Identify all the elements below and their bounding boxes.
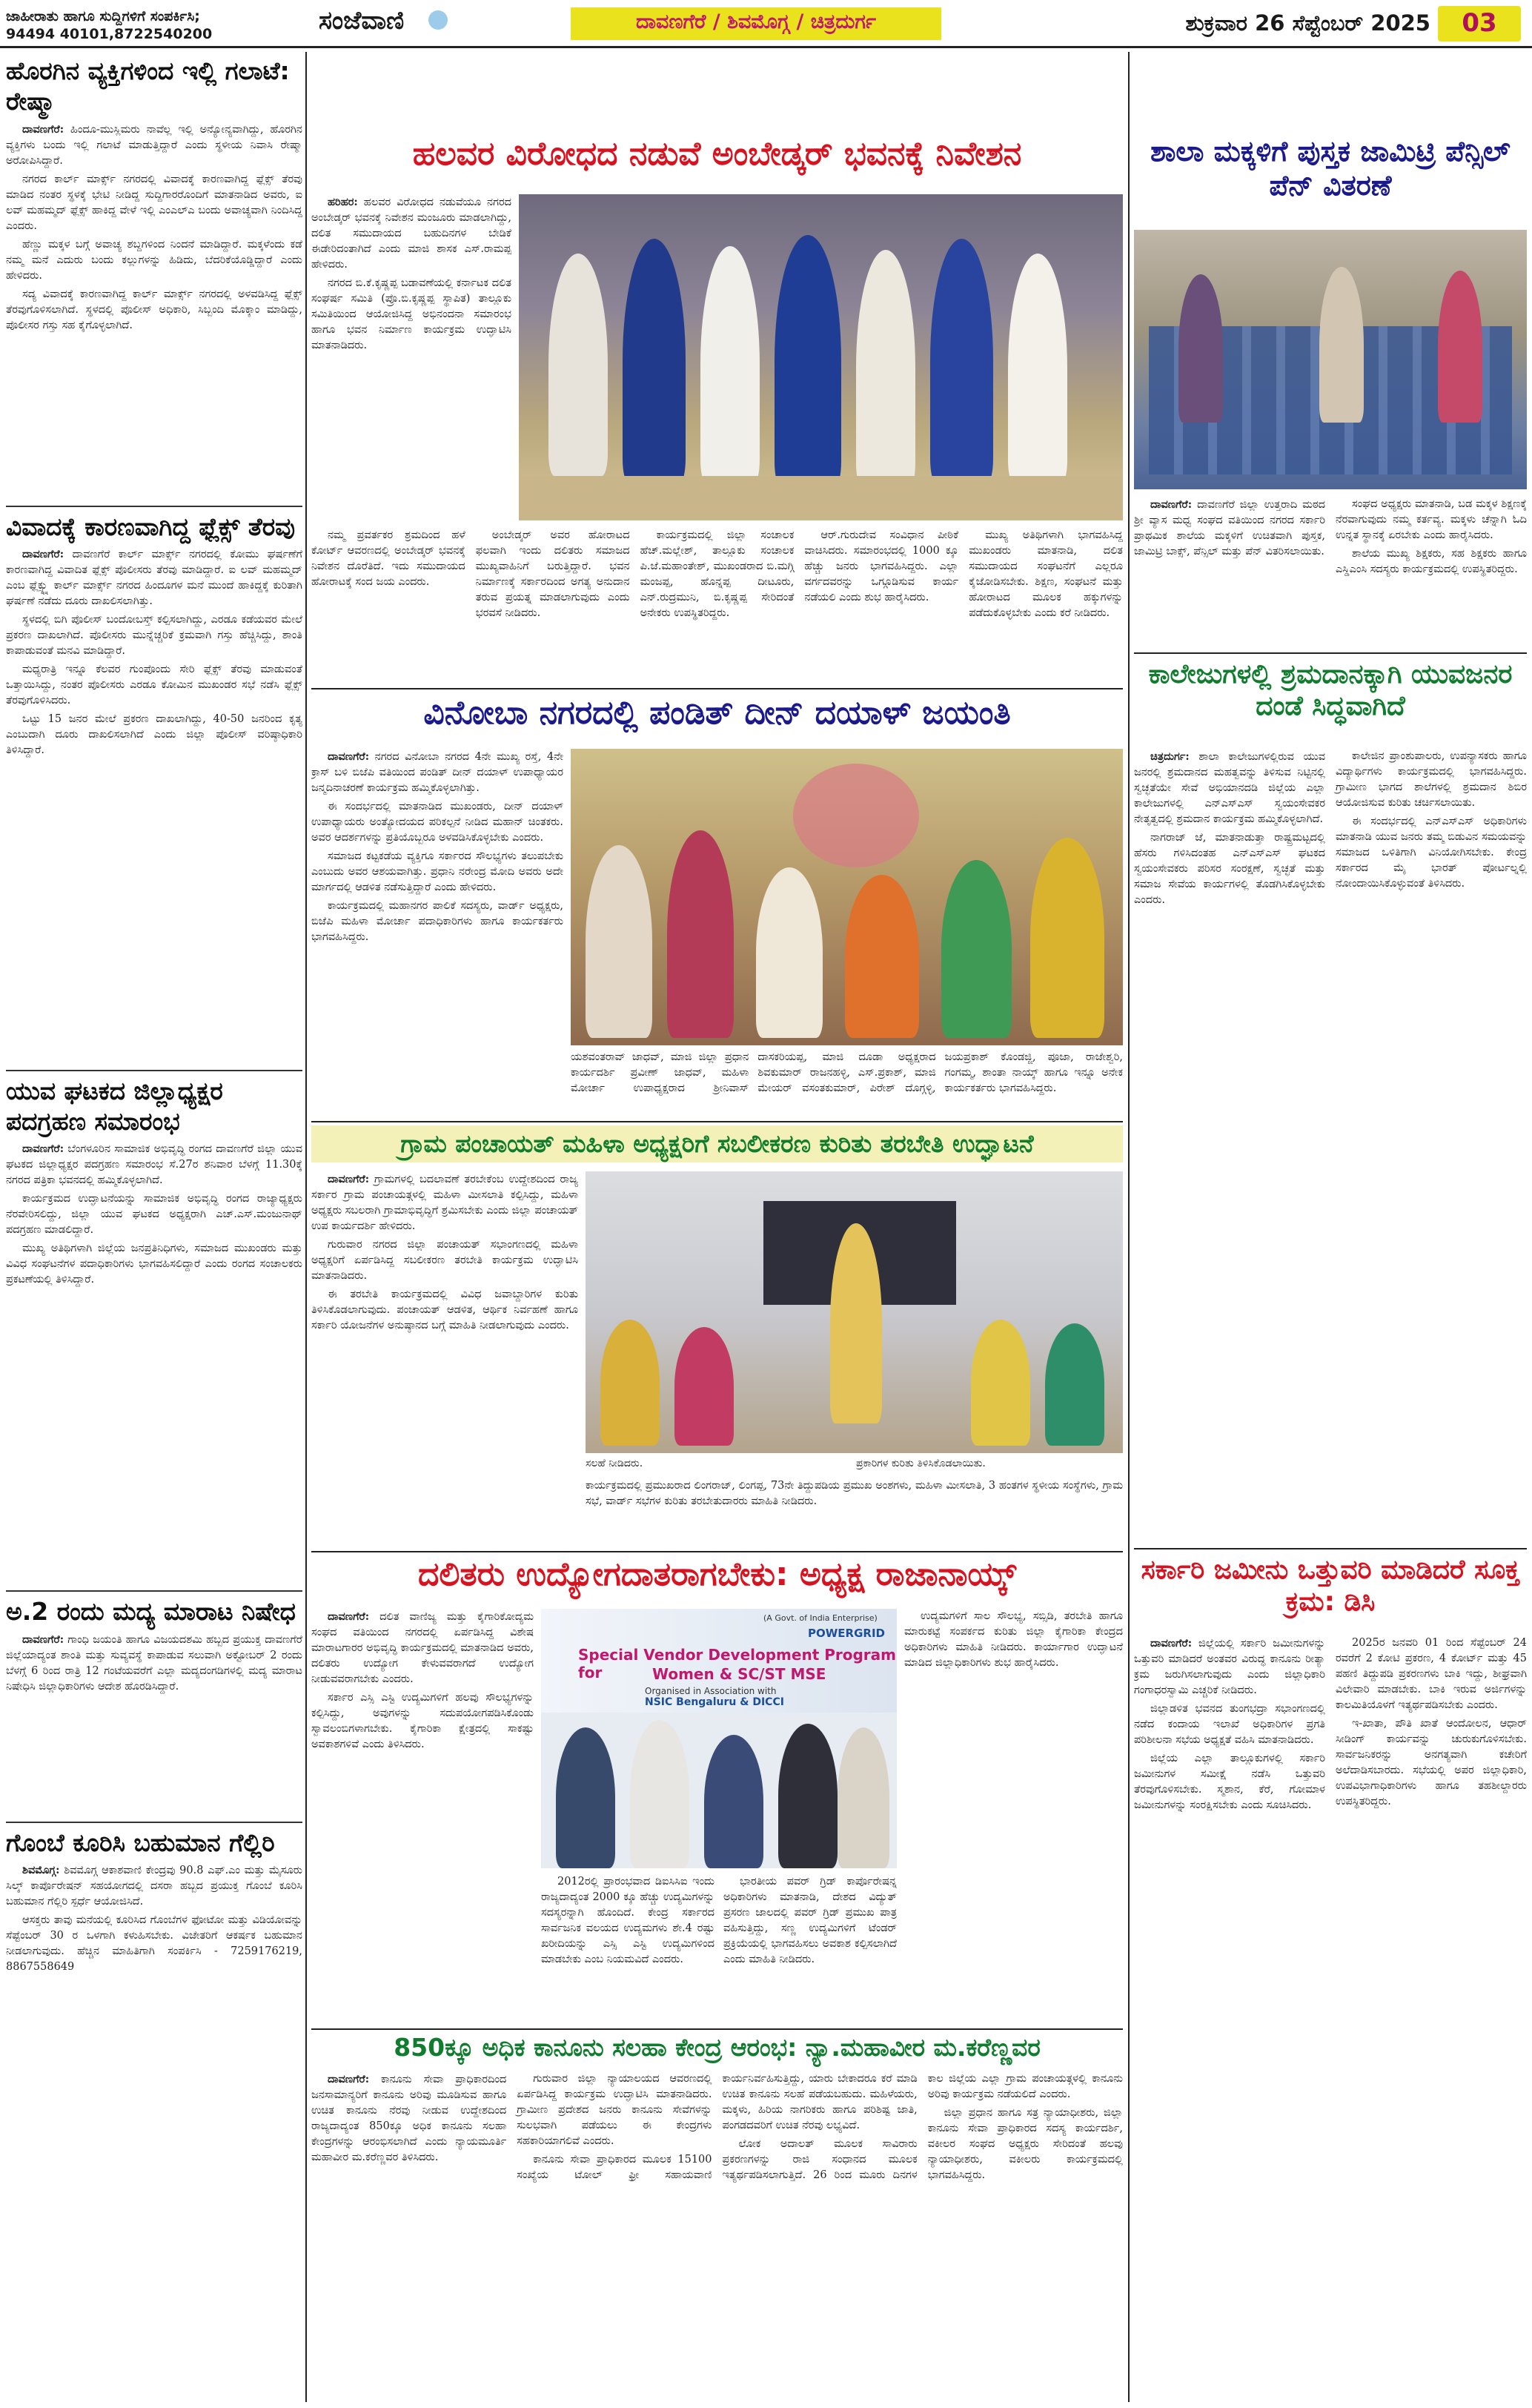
banner-line1: (A Govt. of India Enterprise) <box>763 1613 878 1623</box>
jayanti-col1 <box>311 749 563 1045</box>
gram-caption-right: ಪ್ರಕಾರಿಗಳ ಕುರಿತು ತಿಳಿಸಿಕೊಡಲಾಯಿತು. <box>856 1458 986 1469</box>
gram-p4-block <box>586 1478 1123 1545</box>
photo-figure <box>1008 254 1067 483</box>
story2-p3: ಮಧ್ಯರಾತ್ರಿ ಇನ್ನೂ ಕೆಲವರ ಗುಂಪೊಂದು ಸೇರಿ ಫ್ಲೆಕ್ಸ್ ತೆರವು ಮಾಡುವಂತೆ ಒತ್ತಾಯಿಸಿದ್ದು, ನಂತರ ಪೊಲೀಸರು ಎರಡೂ ಕೋಮಿನ ಮುಖಂಡರ ಸಭೆ ನಡೆಸಿ ಫ್ಲೆಕ್ಸ್ ತೆರವುಗೊಳಿಸಿದರು. <box>6 663 302 707</box>
photo-figure <box>838 1727 889 1868</box>
photo-figure <box>674 1327 734 1446</box>
photo-figure <box>700 246 760 483</box>
top-story-lead: ಹಲವರ ವಿರೋಧದ ನಡುವೆಯೂ ನಗರದ ಅಂಬೇಡ್ಕರ್ ಭವನಕ್ಕೆ ನಿವೇಶನ ಮಂಜೂರು ಮಾಡಲಾಗಿದ್ದು, ದಲಿತ ಸಮುದಾಯದ ಬಹುದಿನಗಳ ಬೇಡಿಕೆ ಈಡೇರಿದಂತಾಗಿದೆ ಎಂದು ಮಾಜಿ ಶಾಸಕ ಎಸ್.ರಾಮಪ್ಪ ಹೇಳಿದರು. <box>311 196 511 271</box>
issue-date: ಶುಕ್ರವಾರ 26 ಸೆಪ್ಟೆಂಬರ್ 2025 <box>1185 10 1430 36</box>
college-p3: ಕಾಲೇಜಿನ ಪ್ರಾಂಶುಪಾಲರು, ಉಪನ್ಯಾಸಕರು ಹಾಗೂ ವಿದ್ಯಾರ್ಥಿಗಳು ಕಾರ್ಯಕ್ರಮದಲ್ಲಿ ಭಾಗವಹಿಸಿದ್ದರು. ಗ್ರಾಮೀಣ ಭಾಗದ ಶಾಲೆಗಳಲ್ಲಿ ಶ್ರಮದಾನ ಶಿಬಿರ ಆಯೋಜಿಸುವ ಕುರಿತು ಚರ್ಚಿಸಲಾಯಿತು. <box>1336 750 1527 809</box>
divider <box>311 2028 1123 2030</box>
banner-line6: NSIC Bengaluru & DICCI <box>645 1696 784 1708</box>
photo-figure <box>845 875 919 1038</box>
photo-figure <box>1438 271 1482 423</box>
jayanti-p3: ಸಮಾಜದ ಕಟ್ಟಕಡೆಯ ವ್ಯಕ್ತಿಗೂ ಸರ್ಕಾರದ ಸೌಲಭ್ಯಗಳು ತಲುಪಬೇಕು ಎಂಬುದು ಅವರ ಆಶಯವಾಗಿತ್ತು. ಪ್ರಧಾನಿ ನರೇಂದ್ರ ಮೋದಿ ಅವರು ಅದೇ ಮಾರ್ಗದಲ್ಲಿ ಆಡಳಿತ ನಡೆಸುತ್ತಿದ್ದಾರೆ ಎಂದು ಹೇಳಿದರು. <box>311 850 563 893</box>
law-p2: ಗುರುವಾರ ಜಿಲ್ಲಾ ನ್ಯಾಯಾಲಯದ ಆವರಣದಲ್ಲಿ ಏರ್ಪಡಿಸಿದ್ದ ಕಾರ್ಯಕ್ರಮ ಉದ್ಘಾಟಿಸಿ ಮಾತನಾಡಿದರು. ಗ್ರಾಮೀಣ ಪ್ರದೇಶದ ಜನರು ಕಾನೂನು ಸೇವೆಗಳನ್ನು ಸುಲಭವಾಗಿ ಪಡೆಯಲು ಈ ಕೇಂದ್ರಗಳು ಸಹಕಾರಿಯಾಗಲಿವೆ ಎಂದರು. <box>517 2073 712 2147</box>
divider <box>1134 1548 1527 1549</box>
divider <box>311 1551 1123 1552</box>
law-p3: ಕಾನೂನು ಸೇವಾ ಪ್ರಾಧಿಕಾರದ ಮೂಲಕ 15100 ಸಂಖ್ಯೆಯ ಟೋಲ್ ಫ್ರೀ ಸಹಾಯವಾಣಿ ಕಾರ್ಯನಿರ್ವಹಿಸುತ್ತಿದ್ದು, ಯಾರು ಬೇಕಾದರೂ ಕರೆ ಮಾಡಿ ಉಚಿತ ಕಾನೂನು ಸಲಹೆ ಪಡೆಯಬಹುದು. ಮಹಿಳೆಯರು, ಮಕ್ಕಳು, ಹಿರಿಯ ನಾಗರಿಕರು ಹಾಗೂ ಪರಿಶಿಷ್ಟ ಜಾತಿ, ಪಂಗಡದವರಿಗೆ ಉಚಿತ ನೆರವು ಲಭ್ಯವಿದೆ. <box>517 2073 918 2181</box>
photo-figure <box>756 867 823 1038</box>
ad-contact-line2: 94494 40101,8722540200 <box>6 26 213 42</box>
top-story-photo <box>519 194 1123 520</box>
photo-banner <box>541 1609 897 1713</box>
school-p1: ದಾವಣಗೆರೆ ಜಿಲ್ಲಾ ಉತ್ತರಾದಿ ಮಠದ ಶ್ರೀ ವ್ಯಾಸ ಮಧ್ವ ಸಂಘದ ವತಿಯಿಂದ ನಗರದ ಸರ್ಕಾರಿ ಪ್ರಾಥಮಿಕ ಶಾಲೆಯ ಮಕ್ಕಳಿಗೆ ಉಚಿತವಾಗಿ ಪುಸ್ತಕ, ಜಾಮಿಟ್ರಿ ಬಾಕ್ಸ್, ಪೆನ್ಸಿಲ್ ಮತ್ತು ಪೆನ್ ವಿತರಿಸಲಾಯಿತು. <box>1134 499 1326 558</box>
story4-dateline: ದಾವಣಗೆರೆ: <box>22 1633 64 1646</box>
dalit-col1 <box>311 1609 534 2024</box>
story3-p1: ಬೆಂಗಳೂರಿನ ಸಾಮಾಜಿಕ ಅಭಿವೃದ್ಧಿ ರಂಗದ ದಾವಣಗೆರೆ ಜಿಲ್ಲಾ ಯುವ ಘಟಕದ ಜಿಲ್ಲಾಧ್ಯಕ್ಷರ ಪದಗ್ರಹಣ ಸಮಾರಂಭ ಸೆ.27ರ ಶನಿವಾರ ಬೆಳಗ್ಗೆ 11.30ಕ್ಕೆ ನಗರದ ಪತ್ರಿಕಾ ಭವನದಲ್ಲಿ ಹಮ್ಮಿಕೊಳ್ಳಲಾಗಿದೆ. <box>6 1143 302 1187</box>
photo-figure <box>1030 838 1104 1038</box>
jayanti-caption <box>571 1050 1123 1118</box>
jayanti-dateline: ದಾವಣಗೆರೆ: <box>328 750 370 763</box>
gram-p4: ಕಾರ್ಯಕ್ರಮದಲ್ಲಿ ಪ್ರಮುಖರಾದ ಲಿಂಗರಾಜ್, ಲಿಂಗಪ್ಪ, 73ನೇ ತಿದ್ದುಪಡಿಯ ಪ್ರಮುಖ ಅಂಶಗಳು, ಮಹಿಳಾ ಮೀಸಲಾತಿ, 3 ಹಂತಗಳ ಸ್ಥಳೀಯ ಸಂಸ್ಥೆಗಳು, ಗ್ರಾಮ ಸಭೆ, ವಾರ್ಡ್ ಸಭೆಗಳ ಕುರಿತು ತರಬೇತುದಾರರು ಮಾಹಿತಿ ನೀಡಿದರು. <box>586 1480 1123 1507</box>
photo-figure <box>667 830 734 1038</box>
photo-figure <box>586 845 652 1038</box>
story2-p2: ಸ್ಥಳದಲ್ಲಿ ಬಿಗಿ ಪೊಲೀಸ್ ಬಂದೋಬಸ್ತ್ ಕಲ್ಪಿಸಲಾಗಿದ್ದು, ಎರಡೂ ಕಡೆಯವರ ಮೇಲೆ ಪ್ರಕರಣ ದಾಖಲಾಗಿದೆ. ಪೊಲೀಸರು ಮುನ್ನೆಚ್ಚರಿಕೆ ಕ್ರಮವಾಗಿ ಗಸ್ತು ಹೆಚ್ಚಿಸಿದ್ದು, ಶಾಂತಿ ಕಾಪಾಡುವಂತೆ ಮನವಿ ಮಾಡಿದ್ದಾರೆ. <box>6 613 302 657</box>
story3-p3: ಮುಖ್ಯ ಅತಿಥಿಗಳಾಗಿ ಜಿಲ್ಲೆಯ ಜನಪ್ರತಿನಿಧಿಗಳು, ಸಮಾಜದ ಮುಖಂಡರು ಮತ್ತು ವಿವಿಧ ಸಂಘಟನೆಗಳ ಪದಾಧಿಕಾರಿಗಳು ಭಾಗವಹಿಸಲಿದ್ದಾರೆ ಎಂದು ರಂಗದ ಸಂಚಾಲಕರು ಪ್ರಕಟಣೆಯಲ್ಲಿ ತಿಳಿಸಿದ್ದಾರೆ. <box>6 1243 302 1286</box>
story2-p1: ದಾವಣಗೆರೆ ಕಾರ್ಲ್ ಮಾರ್ಕ್ಸ್ ನಗರದಲ್ಲಿ ಕೋಮು ಘರ್ಷಣೆಗೆ ಕಾರಣವಾಗಿದ್ದ ವಿವಾದಿತ ಫ್ಲೆಕ್ಸ್ ಪೊಲೀಸರು ತೆರವು ಮಾಡಿದ್ದಾರೆ. ಐ ಲವ್ ಮಹಮ್ಮದ್ ಎಂಬ ಫ್ಲೆಕ್ಸ್ನ್ನು ಕಾರ್ಲ್ ಮಾರ್ಕ್ಸ್ ನಗರದ ಹಿಂದೂಗಳ ಮನೆ ಮುಂದೆ ಹಾಕಿದ್ದಕ್ಕೆ ಕುರಿತಾಗಿ ಘರ್ಷಣೆ ನಡೆದು ದೂರು ದಾಖಲಿಸಲಾಗಿತ್ತು. <box>6 548 302 607</box>
college-p4: ಈ ಸಂದರ್ಭದಲ್ಲಿ ಎನ್ಎಸ್ಎಸ್ ಅಧಿಕಾರಿಗಳು ಮಾತನಾಡಿ ಯುವ ಜನರು ತಮ್ಮ ಬಿಡುವಿನ ಸಮಯವನ್ನು ಸಮಾಜದ ಒಳಿತಿಗಾಗಿ ವಿನಿಯೋಗಿಸಬೇಕು. ಕೇಂದ್ರ ಸರ್ಕಾರದ ಮೈ ಭಾರತ್ ಪೋರ್ಟಲ್ನಲ್ಲಿ ನೋಂದಾಯಿಸಿಕೊಳ್ಳುವಂತೆ ತಿಳಿಸಿದರು. <box>1336 816 1527 890</box>
gram-p2: ಗುರುವಾರ ನಗರದ ಜಿಲ್ಲಾ ಪಂಚಾಯತ್ ಸಭಾಂಗಣದಲ್ಲಿ ಮಹಿಳಾ ಅಧ್ಯಕ್ಷರಿಗೆ ಏರ್ಪಡಿಸಿದ್ದ ಸಬಲೀಕರಣ ತರಬೇತಿ ಕಾರ್ಯಕ್ರಮ ಉದ್ಘಾಟಿಸಿ ಮಾತನಾಡಿದರು. <box>311 1239 578 1282</box>
story1-p2: ನಗರದ ಕಾರ್ಲ್ ಮಾರ್ಕ್ಸ್ ನಗರದಲ್ಲಿ ವಿವಾದಕ್ಕೆ ಕಾರಣವಾಗಿದ್ದ ಫ್ಲೆಕ್ಸ್ ತೆರವು ಮಾಡಿದ ನಂತರ ಸ್ಥಳಕ್ಕೆ ಭೇಟಿ ನೀಡಿದ್ದ ಸುದ್ದಿಗಾರರೊಂದಿಗೆ ಮಾತನಾಡಿದ ಅವರು, ಐ ಲವ್ ಮಹಮ್ಮದ್ ಫ್ಲೆಕ್ಸ್ ಹಾಕಿದ್ದ ವೇಳೆ ಇಲ್ಲಿ ಎಂಎಲ್ಎ ಬಂದು ಅವಾಚ್ಯವಾಗಿ ನಿಂದಿಸಿದ್ದ ಎಂದರು. <box>6 173 302 232</box>
story3-p2: ಕಾರ್ಯಕ್ರಮದ ಉದ್ಘಾಟನೆಯನ್ನು ಸಾಮಾಜಿಕ ಅಭಿವೃದ್ಧಿ ರಂಗದ ರಾಜ್ಯಾಧ್ಯಕ್ಷರು ನೆರವೇರಿಸಲಿದ್ದು, ಜಿಲ್ಲಾ ಯುವ ಘಟಕದ ಅಧ್ಯಕ್ಷರಾಗಿ ಎಚ್.ಎಸ್.ಮಂಜುನಾಥ್ ಪದಗ್ರಹಣ ಮಾಡಲಿದ್ದಾರೆ. <box>6 1193 302 1237</box>
dalit-headline: ದಲಿತರು ಉದ್ಯೋಗದಾತರಾಗಬೇಕು: ಅಧ್ಯಕ್ಷ ರಾಜಾನಾಯ್ಕ್ <box>417 1555 1017 1593</box>
gram-headline: ಗ್ರಾಮ ಪಂಚಾಯತ್ ಮಹಿಳಾ ಅಧ್ಯಕ್ಷರಿಗೆ ಸಬಲೀಕರಣ ಕುರಿತು ತರಬೇತಿ ಉದ್ಘಾಟನೆ <box>400 1129 1034 1158</box>
photo-figure <box>941 860 1012 1038</box>
school-headline: ಶಾಲಾ ಮಕ್ಕಳಿಗೆ ಪುಸ್ತಕ ಜಾಮಿಟ್ರಿ ಪೆನ್ಸಿಲ್ ಪೆನ್ ವಿತರಣೆ <box>1150 135 1511 202</box>
law-dateline: ದಾವಣಗೆರೆ: <box>328 2073 370 2086</box>
column-rule <box>1128 52 1130 2402</box>
page-number: 03 <box>1438 6 1521 42</box>
law-p1: ಕಾನೂನು ಸೇವಾ ಪ್ರಾಧಿಕಾರದಿಂದ ಜನಸಾಮಾನ್ಯರಿಗೆ ಕಾನೂನು ಅರಿವು ಮೂಡಿಸುವ ಹಾಗೂ ಉಚಿತ ಕಾನೂನು ನೆರವು ನೀಡುವ ಉದ್ದೇಶದಿಂದ ರಾಜ್ಯದಾದ್ಯಂತ 850ಕ್ಕೂ ಅಧಿಕ ಕಾನೂನು ಸಲಹಾ ಕೇಂದ್ರಗಳನ್ನು ಆರಂಭಿಸಲಾಗಿದೆ ಎಂದು ನ್ಯಾಯಮೂರ್ತಿ ಮಹಾವೀರ ಮ.ಕರೆಣ್ಣವರ ತಿಳಿಸಿದರು. <box>311 2074 507 2163</box>
photo-figure <box>630 1720 689 1868</box>
masthead-rule <box>0 46 1532 48</box>
photo-figure <box>1178 274 1223 423</box>
college-dateline: ಚಿತ್ರದುರ್ಗ: <box>1150 750 1190 763</box>
gram-p1: ಗ್ರಾಮಗಳಲ್ಲಿ ಬದಲಾವಣೆ ತರಬೇಕೆಂಬ ಉದ್ದೇಶದಿಂದ ರಾಜ್ಯ ಸರ್ಕಾರ ಗ್ರಾಮ ಪಂಚಾಯತ್ಗಳಲ್ಲಿ ಮಹಿಳಾ ಮೀಸಲಾತಿ ಕಲ್ಪಿಸಿದ್ದು, ಮಹಿಳಾ ಅಧ್ಯಕ್ಷರು ಸಬಲರಾಗಿ ಗ್ರಾಮಾಭಿವೃದ್ಧಿಗೆ ಶ್ರಮಿಸಬೇಕು ಎಂದು ಜಿಲ್ಲಾ ಪಂಚಾಯತ್ ಉಪ ಕಾರ್ಯದರ್ಶಿ ಹೇಳಿದರು. <box>311 1174 578 1232</box>
jayanti-caption-text: ಯಶವಂತರಾವ್ ಜಾಧವ್, ಮಾಜಿ ಜಿಲ್ಲಾ ಪ್ರಧಾನ ಕಾರ್ಯದರ್ಶಿ ಪ್ರವೀಣ್ ಜಾಧವ್, ಮಹಿಳಾ ಮೋರ್ಚಾ ಉಪಾಧ್ಯಕ್ಷರಾದ ಶ್ರೀನಿವಾಸ್ ದಾಸಕರಿಯಪ್ಪ, ಮಾಜಿ ದೂಡಾ ಅಧ್ಯಕ್ಷರಾದ ಶಿವಕುಮಾರ್ ರಾಜನಹಳ್ಳಿ, ಎಸ್.ಪ್ರಕಾಶ್, ಮಾಜಿ ಮೇಯರ್ ವಸಂತಕುಮಾರ್, ಪಿರೇಶ್ ದೊಗ್ಗಳ್ಳಿ, ಜಯಪ್ರಕಾಶ್ ಕೊಂಡಜ್ಜಿ, ಪೂಜಾ, ರಾಜೇಶ್ವರಿ, ಗಂಗಮ್ಮ, ಶಾಂತಾ ನಾಯ್ಕ್ ಹಾಗೂ ಇನ್ನೂ ಅನೇಕ ಕಾರ್ಯಕರ್ತರು ಭಾಗವಹಿಸಿದ್ದರು. <box>571 1051 1123 1094</box>
dc-p1: ಜಿಲ್ಲೆಯಲ್ಲಿ ಸರ್ಕಾರಿ ಜಮೀನುಗಳನ್ನು ಒತ್ತುವರಿ ಮಾಡಿದರೆ ಅಂತವರ ವಿರುದ್ಧ ಕಾನೂನು ರೀತ್ಯಾ ಕ್ರಮ ಜರುಗಿಸಲಾಗುವುದು ಎಂದು ಜಿಲ್ಲಾಧಿಕಾರಿ ಗಂಗಾಧರಸ್ವಾಮಿ ಎಚ್ಚರಿಕೆ ನೀಡಿದರು. <box>1134 1638 1326 1696</box>
divider <box>311 1121 1123 1122</box>
story1-headline: ಹೊರಗಿನ ವ್ಯಕ್ತಿಗಳಿಂದ ಇಲ್ಲಿ ಗಲಾಟೆ: ರೇಷ್ಮಾ <box>6 56 290 116</box>
law-p5: ಜಿಲ್ಲಾ ಪ್ರಧಾನ ಹಾಗೂ ಸತ್ರ ನ್ಯಾಯಾಧೀಶರು, ಜಿಲ್ಲಾ ಕಾನೂನು ಸೇವಾ ಪ್ರಾಧಿಕಾರದ ಸದಸ್ಯ ಕಾರ್ಯದರ್ಶಿ, ವಕೀಲರ ಸಂಘದ ಅಧ್ಯಕ್ಷರು ಸೇರಿದಂತೆ ಹಲವು ನ್ಯಾಯಾಧೀಶರು, ವಕೀಲರು ಕಾರ್ಯಕ್ರಮದಲ್ಲಿ ಭಾಗವಹಿಸಿದ್ದರು. <box>927 2107 1123 2181</box>
dalit-p2: ಸರ್ಕಾರ ಎಸ್ಸಿ ಎಸ್ಟಿ ಉದ್ಯಮಿಗಳಿಗೆ ಹಲವು ಸೌಲಭ್ಯಗಳನ್ನು ಕಲ್ಪಿಸಿದ್ದು, ಅವುಗಳನ್ನು ಸದುಪಯೋಗಪಡಿಸಿಕೊಂಡು ಸ್ವಾವಲಂಬಿಗಳಾಗಬೇಕು. ಕೈಗಾರಿಕಾ ಕ್ಷೇತ್ರದಲ್ಲಿ ಸಾಕಷ್ಟು ಅವಕಾಶಗಳಿವೆ ಎಂದು ತಿಳಿಸಿದರು. <box>311 1692 534 1750</box>
top-story-dateline: ಹರಿಹರ: <box>328 196 358 208</box>
photo-figure <box>548 254 608 476</box>
story2-headline: ವಿವಾದಕ್ಕೆ ಕಾರಣವಾಗಿದ್ದ ಫ್ಲೆಕ್ಸ್ ತೆರವು <box>6 512 296 541</box>
story2-p4: ಒಟ್ಟು 15 ಜನರ ಮೇಲೆ ಪ್ರಕರಣ ದಾಖಲಾಗಿದ್ದು, 40-50 ಜನರಿಂದ ಕೃತ್ಯ ಎಂಬುದಾಗಿ ದೂರು ದಾಖಲಿಸಲಾಗಿದೆ ಎಂದು ಜಿಲ್ಲಾ ಪೊಲೀಸ್ ವರಿಷ್ಠಾಧಿಕಾರಿ ತಿಳಿಸಿದ್ದಾರೆ. <box>6 712 302 756</box>
college-p2: ನಾಗರಾಜ್ ಜೆ, ಮಾತನಾಡುತ್ತಾ ರಾಷ್ಟ್ರಮಟ್ಟದಲ್ಲಿ ಹೆಸರು ಗಳಿಸಿದಂತಹ ಎನ್ಎಸ್ಎಸ್ ಘಟಕದ ಸ್ವಯಂಸೇವಕರು ಪರಿಸರ ಸಂರಕ್ಷಣೆ, ಸ್ವಚ್ಛತೆ ಮತ್ತು ಸಮಾಜ ಸೇವೆಯ ಕಾರ್ಯಗಳಲ್ಲಿ ತೊಡಗಿಸಿಕೊಳ್ಳಬೇಕು ಎಂದರು. <box>1134 832 1325 906</box>
top-story-headline: ಹಲವರ ವಿರೋಧದ ನಡುವೆ ಅಂಬೇಡ್ಕರ್ ಭವನಕ್ಕೆ ನಿವೇಶನ <box>412 135 1022 173</box>
banner-line3: Special Vendor Development Program for <box>578 1646 897 1681</box>
photo-figure <box>778 1724 838 1868</box>
school-photo <box>1134 230 1527 489</box>
banner-line5: Organised in Association with <box>645 1686 777 1696</box>
dalit-dateline: ದಾವಣಗೆರೆ: <box>328 1610 370 1623</box>
divider <box>311 688 1123 689</box>
top-story-p7: ಮುಖ್ಯ ಅತಿಥಿಗಳಾಗಿ ಭಾಗವಹಿಸಿದ್ದ ಮುಖಂಡರು ಮಾತನಾಡಿ, ದಲಿತ ಸಮುದಾಯದ ಸಂಘಟನೆಗೆ ಎಲ್ಲರೂ ಕೈಜೋಡಿಸಬೇಕು. ಶಿಕ್ಷಣ, ಸಂಘಟನೆ ಮತ್ತು ಹೋರಾಟದ ಮೂಲಕ ಹಕ್ಕುಗಳನ್ನು ಪಡೆದುಕೊಳ್ಳಬೇಕು ಎಂದು ಕರೆ ನೀಡಿದರು. <box>969 529 1123 619</box>
dc-p3: ಜಿಲ್ಲೆಯ ಎಲ್ಲಾ ತಾಲ್ಲೂಕುಗಳಲ್ಲಿ ಸರ್ಕಾರಿ ಜಮೀನುಗಳ ಸಮೀಕ್ಷೆ ನಡೆಸಿ ಒತ್ತುವರಿ ತೆರವುಗೊಳಿಸಬೇಕು. ಸ್ಮಶಾನ, ಕೆರೆ, ಗೋಮಾಳ ಜಮೀನುಗಳನ್ನು ಸಂರಕ್ಷಿಸಬೇಕು ಎಂದು ಸೂಚಿಸಿದರು. <box>1134 1753 1325 1811</box>
jayanti-p2: ಈ ಸಂದರ್ಭದಲ್ಲಿ ಮಾತನಾಡಿದ ಮುಖಂಡರು, ದೀನ್ ದಯಾಳ್ ಉಪಾಧ್ಯಾಯರು ಅಂತ್ಯೋದಯದ ಪರಿಕಲ್ಪನೆ ನೀಡಿದ ಮಹಾನ್ ಚಿಂತಕರು. ಅವರ ಆದರ್ಶಗಳನ್ನು ಪ್ರತಿಯೊಬ್ಬರೂ ಅಳವಡಿಸಿಕೊಳ್ಳಬೇಕು ಎಂದರು. <box>311 801 563 844</box>
gram-headline-band <box>311 1125 1123 1162</box>
dc-headline: ಸರ್ಕಾರಿ ಜಮೀನು ಒತ್ತುವರಿ ಮಾಡಿದರೆ ಸೂಕ್ತ ಕ್ರಮ: ಡಿಸಿ <box>1141 1555 1520 1618</box>
story4-headline: ಅ.2 ರಂದು ಮದ್ಯ ಮಾರಾಟ ನಿಷೇಧ <box>6 1597 296 1627</box>
story1-p4: ಸದ್ಯ ವಿವಾದಕ್ಕೆ ಕಾರಣವಾಗಿದ್ದ ಕಾರ್ಲ್ ಮಾರ್ಕ್ಸ್ ನಗರದಲ್ಲಿ ಅಳವಡಿಸಿದ್ದ ಫ್ಲೆಕ್ಸ್ ತೆರವುಗೊಳಿಸಲಾಗಿದೆ. ಸ್ಥಳದಲ್ಲಿ ಪೊಲೀಸ್ ಅಧಿಕಾರಿ, ಸಿಬ್ಬಂದಿ ಮೊಕ್ಕಾಂ ಮಾಡಿದ್ದು, ಪೊಲೀಸರ ಗಸ್ತು ಸಹ ಕೈಗೊಳ್ಳಲಾಗಿದೆ. <box>6 288 302 331</box>
story1-p1: ಹಿಂದೂ-ಮುಸ್ಲಿಮರು ನಾವೆಲ್ಲ ಇಲ್ಲಿ ಅನ್ಯೋನ್ಯವಾಗಿದ್ದು, ಹೊರಗಿನ ವ್ಯಕ್ತಿಗಳು ಬಂದು ಇಲ್ಲಿ ಗಲಾಟೆ ಮಾಡುತ್ತಿದ್ದಾರೆ ಎಂದು ಸ್ಥಳೀಯ ನಿವಾಸಿ ರೇಷ್ಮಾ ಅರೋಪಿಸಿದ್ದಾರೆ. <box>6 123 302 167</box>
photo-figure <box>1319 267 1364 423</box>
school-p3: ಶಾಲೆಯ ಮುಖ್ಯ ಶಿಕ್ಷಕರು, ಸಹ ಶಿಕ್ಷಕರು ಹಾಗೂ ಎಸ್ಡಿಎಂಸಿ ಸದಸ್ಯರು ಕಾರ್ಯಕ್ರಮದಲ್ಲಿ ಉಪಸ್ಥಿತರಿದ್ದರು. <box>1336 548 1527 575</box>
story5-headline: ಗೊಂಬೆ ಕೂರಿಸಿ ಬಹುಮಾನ ಗೆಲ್ಲಿರಿ <box>6 1828 275 1857</box>
school-dateline: ದಾವಣಗೆರೆ: <box>1150 498 1193 511</box>
story5-p2: ಆಸಕ್ತರು ತಾವು ಮನೆಯಲ್ಲಿ ಕೂರಿಸಿದ ಗೊಂಬೆಗಳ ಫೋಟೋ ಮತ್ತು ವಿಡಿಯೋವನ್ನು ಸೆಪ್ಟೆಂಬರ್ 30 ರ ಒಳಗಾಗಿ ಕಳುಹಿಸಬೇಕು. ವಿಜೇತರಿಗೆ ಆಕರ್ಷಕ ಬಹುಮಾನ ನೀಡಲಾಗುವುದು. ಹೆಚ್ಚಿನ ಮಾಹಿತಿಗಾಗಿ ಸಂಪರ್ಕಿಸಿ - 7259176219, 8867558649 <box>6 1914 302 1973</box>
dc-dateline: ದಾವಣಗೆರೆ: <box>1150 1637 1193 1650</box>
top-story-p2: ನಗರದ ಬಿ.ಕೆ.ಕೃಷ್ಣಪ್ಪ ಬಡಾವಣೆಯಲ್ಲಿ ಕರ್ನಾಟಕ ದಲಿತ ಸಂಘರ್ಷ ಸಮಿತಿ (ಪ್ರೊ.ಬಿ.ಕೃಷ್ಣಪ್ಪ ಸ್ಥಾಪಿತ) ತಾಲ್ಲೂಕು ಸಮಿತಿಯಿಂದ ಆಯೋಜಿಸಿದ್ದ ಅಭಿನಂದನಾ ಸಮಾರಂಭ ಹಾಗೂ ಭವನ ನಿರ್ಮಾಣ ಕಾರ್ಯಕ್ರಮ ಉದ್ಘಾಟಿಸಿ ಮಾತನಾಡಿದರು. <box>311 277 511 351</box>
jayanti-p1: ನಗರದ ವಿನೋಬಾ ನಗರದ 4ನೇ ಮುಖ್ಯ ರಸ್ತೆ, 4ನೇ ಕ್ರಾಸ್ ಬಳಿ ಬಿಜೆಪಿ ವತಿಯಿಂದ ಪಂಡಿತ್ ದೀನ್ ದಯಾಳ್ ಉಪಾಧ್ಯಾಯರ ಜನ್ಮದಿನಾಚರಣೆ ಕಾರ್ಯಕ್ರಮ ಹಮ್ಮಿಕೊಳ್ಳಲಾಗಿತ್ತು. <box>311 751 563 794</box>
banner-line4: Women & SC/ST MSE <box>652 1665 826 1683</box>
photo-figure <box>623 239 686 483</box>
top-story-p3: ನಮ್ಮ ಪ್ರವರ್ತಕರ ಶ್ರಮದಿಂದ ಹಳೆ ಕೋರ್ಟ್ ಆವರಣದಲ್ಲಿ ಅಂಬೇಡ್ಕರ್ ಭವನಕ್ಕೆ ನಿವೇಶನ ದೊರೆತಿದೆ. ಇದು ಸಮುದಾಯದ ಹೋರಾಟಕ್ಕೆ ಸಂದ ಜಯ ಎಂದರು. <box>311 529 465 588</box>
story2-body <box>6 546 302 1065</box>
left-column <box>6 56 302 2398</box>
jayanti-photo <box>571 749 1123 1045</box>
photo-stage <box>519 476 1123 520</box>
dc-p4: 2025ರ ಜನವರಿ 01 ರಿಂದ ಸೆಪ್ಟೆಂಬರ್ 24 ರವರೆಗೆ 2 ಕೋಟಿ ಪ್ರಕರಣ, 4 ಕೋರ್ಟ್ ಮತ್ತು 45 ಪಹಣಿ ತಿದ್ದುಪಡಿ ಪ್ರಕರಣಗಳು ಬಾಕಿ ಇದ್ದು, ಶೀಘ್ರವಾಗಿ ವಿಲೇವಾರಿ ಮಾಡಬೇಕು. ಬಾಕಿ ಇರುವ ಅರ್ಜಿಗಳನ್ನು ಕಾಲಮಿತಿಯೊಳಗೆ ಇತ್ಯರ್ಥಪಡಿಸಬೇಕು ಎಂದರು. <box>1336 1637 1527 1711</box>
top-story-cols <box>311 528 1123 684</box>
dalit-p4: ಭಾರತೀಯ ಪವರ್ ಗ್ರಿಡ್ ಕಾರ್ಪೊರೇಷನ್ನ ಅಧಿಕಾರಿಗಳು ಮಾತನಾಡಿ, ದೇಶದ ವಿದ್ಯುತ್ ಪ್ರಸರಣ ಜಾಲದಲ್ಲಿ ಪವರ್ ಗ್ರಿಡ್ ಪ್ರಮುಖ ಪಾತ್ರ ವಹಿಸುತ್ತಿದ್ದು, ಸಣ್ಣ ಉದ್ಯಮಿಗಳಿಗೆ ಟೆಂಡರ್ ಪ್ರಕ್ರಿಯೆಯಲ್ಲಿ ಭಾಗವಹಿಸಲು ಅವಕಾಶ ಕಲ್ಪಿಸಲಾಗಿದೆ ಎಂದು ಮಾಹಿತಿ ನೀಡಿದರು. <box>723 1876 897 1965</box>
dalit-under-photo <box>541 1874 897 2022</box>
paper-name-text: ಸಂಜೆವಾಣಿ <box>319 6 405 36</box>
divider <box>6 1070 302 1071</box>
divider <box>6 506 302 507</box>
top-story-p4: ಅಂಬೇಡ್ಕರ್ ಅವರ ಹೋರಾಟದ ಫಲವಾಗಿ ಇಂದು ದಲಿತರು ಸಮಾಜದ ಮುಖ್ಯವಾಹಿನಿಗೆ ಬರುತ್ತಿದ್ದಾರೆ. ಭವನ ನಿರ್ಮಾಣಕ್ಕೆ ಸರ್ಕಾರದಿಂದ ಅಗತ್ಯ ಅನುದಾನ ತರುವ ಪ್ರಯತ್ನ ಮಾಡಲಾಗುವುದು ಎಂದು ಭರವಸೆ ನೀಡಿದರು. <box>475 529 630 619</box>
story5-dateline: ಶಿವಮೊಗ್ಗ: <box>22 1863 60 1876</box>
school-body <box>1134 497 1527 649</box>
dc-body <box>1134 1635 1527 2399</box>
story3-body <box>6 1141 302 1586</box>
divider <box>1134 652 1527 654</box>
law-p4: ಲೋಕ ಅದಾಲತ್ ಮೂಲಕ ಸಾವಿರಾರು ಪ್ರಕರಣಗಳನ್ನು ರಾಜಿ ಸಂಧಾನದ ಮೂಲಕ ಇತ್ಯರ್ಥಪಡಿಸಲಾಗುತ್ತಿದೆ. 26 ರಿಂದ ಮೂರು ದಿನಗಳ ಕಾಲ ಜಿಲ್ಲೆಯ ಎಲ್ಲಾ ಗ್ರಾಮ ಪಂಚಾಯತ್ಗಳಲ್ಲಿ ಕಾನೂನು ಅರಿವು ಕಾರ್ಯಕ್ರಮ ನಡೆಯಲಿದೆ ಎಂದರು. <box>722 2073 1123 2181</box>
globe-icon <box>428 10 448 30</box>
column-rule <box>305 52 307 2402</box>
story1-dateline: ದಾವಣಗೆರೆ: <box>22 122 64 136</box>
top-story-p6: ಆರ್.ಗುರುದೇವ ಸಂವಿಧಾನ ಪೀಠಿಕೆ ವಾಚಿಸಿದರು. ಸಮಾರಂಭದಲ್ಲಿ 1000 ಕ್ಕೂ ಹೆಚ್ಚು ಜನರು ಭಾಗವಹಿಸಿದ್ದರು. ಎಲ್ಲಾ ವರ್ಗದವರನ್ನು ಒಗ್ಗೂಡಿಸುವ ಕಾರ್ಯ ನಡೆಯಲಿ ಎಂದು ಶುಭ ಹಾರೈಸಿದರು. <box>804 529 959 603</box>
top-story-p5: ಕಾರ್ಯಕ್ರಮದಲ್ಲಿ ಜಿಲ್ಲಾ ಸಂಚಾಲಕ ಹೆಚ್.ಮಲ್ಲೇಶ್, ತಾಲ್ಲೂಕು ಸಂಚಾಲಕ ಪಿ.ಜೆ.ಮಹಾಂತೇಶ್, ಮುಖಂಡರಾದ ಬಿ.ಮಗ್ಗಿ ಮಂಜಪ್ಪ, ಹೊನ್ನಪ್ಪ ದೀಟೂರು, ಎನ್.ರುದ್ರಮುನಿ, ಬಿ.ಕೃಷ್ಣಪ್ಪ ಸೇರಿದಂತೆ ಅನೇಕರು ಉಪಸ್ಥಿತರಿದ್ದರು. <box>640 529 795 619</box>
story4-body <box>6 1632 302 1817</box>
story3-headline: ಯುವ ಘಟಕದ ಜಿಲ್ಲಾಧ್ಯಕ್ಷರ ಪದಗ್ರಹಣ ಸಮಾರಂಭ <box>6 1076 223 1136</box>
school-p2: ಸಂಘದ ಅಧ್ಯಕ್ಷರು ಮಾತನಾಡಿ, ಬಡ ಮಕ್ಕಳ ಶಿಕ್ಷಣಕ್ಕೆ ನೆರವಾಗುವುದು ನಮ್ಮ ಕರ್ತವ್ಯ. ಮಕ್ಕಳು ಚೆನ್ನಾಗಿ ಓದಿ ಉನ್ನತ ಸ್ಥಾನಕ್ಕೆ ಏರಬೇಕು ಎಂದು ಹಾರೈಸಿದರು. <box>1336 498 1527 541</box>
story2-dateline: ದಾವಣಗೆರೆ: <box>22 547 64 560</box>
story1-body <box>6 122 302 501</box>
college-headline: ಕಾಲೇಜುಗಳಲ್ಲಿ ಶ್ರಮದಾನಕ್ಕಾಗಿ ಯುವಜನರ ದಂಡೆ ಸಿದ್ಧವಾಗಿದೆ <box>1148 659 1513 722</box>
banner-line2: POWERGRID <box>808 1627 885 1640</box>
college-p1: ಶಾಲಾ ಕಾಲೇಜುಗಳಲ್ಲಿರುವ ಯುವ ಜನರಲ್ಲಿ ಶ್ರಮದಾನದ ಮಹತ್ವವನ್ನು ತಿಳಿಸುವ ನಿಟ್ಟಿನಲ್ಲಿ ಸ್ವಚ್ಛತೆಯೇ ಸೇವೆ ಅಭಿಯಾನದಡಿ ಜಿಲ್ಲೆಯ ಎಲ್ಲಾ ಕಾಲೇಜುಗಳಲ್ಲಿ ಎನ್ಎಸ್ಎಸ್ ಸ್ವಯಂಸೇವಕರ ನೇತೃತ್ವದಲ್ಲಿ ಶ್ರಮದಾನ ಕಾರ್ಯಕ್ರಮ ಹಮ್ಮಿಕೊಳ್ಳಲಾಗಿದೆ. <box>1134 751 1326 825</box>
college-body <box>1134 749 1527 1542</box>
story4-p1: ಗಾಂಧಿ ಜಯಂತಿ ಹಾಗೂ ವಿಜಯದಶಮಿ ಹಬ್ಬದ ಪ್ರಯುಕ್ತ ದಾವಣಗೆರೆ ಜಿಲ್ಲೆಯಾದ್ಯಂತ ಶಾಂತಿ ಮತ್ತು ಸುವ್ಯವಸ್ಥೆ ಕಾಪಾಡುವ ಸಲುವಾಗಿ ಅಕ್ಟೋಬರ್ 2 ರಂದು ಬೆಳಗ್ಗೆ 6 ರಿಂದ ರಾತ್ರಿ 12 ಗಂಟೆಯವರೆಗೆ ಎಲ್ಲಾ ಮದ್ಯದಂಗಡಿಗಳಲ್ಲಿ ಮದ್ಯ ಮಾರಾಟ ನಿಷೇಧಿಸಿ ಜಿಲ್ಲಾಧಿಕಾರಿಗಳು ಆದೇಶ ಹೊರಡಿಸಿದ್ದಾರೆ. <box>6 1633 302 1693</box>
gram-photo <box>586 1171 1123 1453</box>
story5-p1: ಶಿವಮೊಗ್ಗ ಆಕಾಶವಾಣಿ ಕೇಂದ್ರವು 90.8 ಎಫ್.ಎಂ ಮತ್ತು ಮೈಸೂರು ಸಿಲ್ಕ್ ಕಾರ್ಪೊರೇಷನ್ ಸಹಯೋಗದಲ್ಲಿ ದಸರಾ ಹಬ್ಬದ ಪ್ರಯುಕ್ತ ಗೊಂಬೆ ಕೂರಿಸಿ ಬಹುಮಾನ ಗೆಲ್ಲಿರಿ ಸ್ಪರ್ಧೆ ಆಯೋಜಿಸಿದೆ. <box>6 1864 302 1908</box>
gram-dateline: ದಾವಣಗೆರೆ: <box>328 1173 370 1185</box>
photo-figure <box>830 1223 882 1423</box>
divider <box>6 1822 302 1823</box>
dalit-col3 <box>904 1609 1123 2024</box>
ad-contact-line1: ಜಾಹೀರಾತು ಹಾಗೂ ಸುದ್ದಿಗಳಿಗೆ ಸಂಪರ್ಕಿಸಿ; <box>6 8 200 24</box>
jayanti-p4: ಕಾರ್ಯಕ್ರಮದಲ್ಲಿ ಮಹಾನಗರ ಪಾಲಿಕೆ ಸದಸ್ಯರು, ವಾರ್ಡ್ ಅಧ್ಯಕ್ಷರು, ಬಿಜೆಪಿ ಮಹಿಳಾ ಮೋರ್ಚಾ ಪದಾಧಿಕಾರಿಗಳು ಹಾಗೂ ಕಾರ್ಯಕರ್ತರು ಭಾಗವಹಿಸಿದ್ದರು. <box>311 900 563 943</box>
photo-figure <box>704 1735 763 1868</box>
photo-figure <box>1045 1323 1104 1446</box>
jayanti-headline: ವಿನೋಬಾ ನಗರದಲ್ಲಿ ಪಂಡಿತ್ ದೀನ್ ದಯಾಳ್ ಜಯಂತಿ <box>423 694 1011 732</box>
photo-figure <box>971 1320 1030 1446</box>
dc-p5: ಇ-ಖಾತಾ, ಪೌತಿ ಖಾತೆ ಆಂದೋಲನ, ಆಧಾರ್ ಸೀಡಿಂಗ್ ಕಾರ್ಯವನ್ನು ಚುರುಕುಗೊಳಿಸಬೇಕು. ಸಾರ್ವಜನಿಕರನ್ನು ಅನಗತ್ಯವಾಗಿ ಕಚೇರಿಗೆ ಅಲೆದಾಡಿಸಬಾರದು. ಸಭೆಯಲ್ಲಿ ಅಪರ ಜಿಲ್ಲಾಧಿಕಾರಿ, ಉಪವಿಭಾಗಾಧಿಕಾರಿಗಳು ಹಾಗೂ ತಹಶೀಲ್ದಾರರು ಉಪಸ್ಥಿತರಿದ್ದರು. <box>1336 1718 1527 1807</box>
story5-body <box>6 1862 302 2211</box>
dalit-p5: ಉದ್ಯಮಗಳಿಗೆ ಸಾಲ ಸೌಲಭ್ಯ, ಸಬ್ಸಿಡಿ, ತರಬೇತಿ ಹಾಗೂ ಮಾರುಕಟ್ಟೆ ಸಂಪರ್ಕದ ಕುರಿತು ಜಿಲ್ಲಾ ಕೈಗಾರಿಕಾ ಕೇಂದ್ರದ ಅಧಿಕಾರಿಗಳು ಮಾಹಿತಿ ನೀಡಿದರು. ಕಾರ್ಯಾಗಾರ ಉದ್ಘಾಟನೆ ಮಾಡಿದ ಜಿಲ್ಲಾಧಿಕಾರಿಗಳು ಶುಭ ಹಾರೈಸಿದರು. <box>904 1610 1123 1669</box>
city-band-text: ದಾವಣಗೆರೆ / ಶಿವಮೊಗ್ಗ / ಚಿತ್ರದುರ್ಗ <box>636 10 876 33</box>
divider <box>6 1590 302 1592</box>
photo-figure <box>930 239 993 483</box>
photo-figure <box>556 1727 615 1868</box>
gram-caption-left: ಸಲಹೆ ನೀಡಿದರು. <box>586 1458 643 1469</box>
photo-figure <box>775 235 841 487</box>
law-body <box>311 2071 1123 2398</box>
photo-figure <box>856 250 915 487</box>
gram-p3: ಈ ತರಬೇತಿ ಕಾರ್ಯಕ್ರಮದಲ್ಲಿ ವಿವಿಧ ಜವಾಬ್ದಾರಿಗಳ ಕುರಿತು ತಿಳಿಸಿಕೊಡಲಾಗುವುದು. ಪಂಚಾಯತ್ ಆಡಳಿತ, ಆರ್ಥಿಕ ನಿರ್ವಹಣೆ ಹಾಗೂ ಸರ್ಕಾರಿ ಯೋಜನೆಗಳ ಅನುಷ್ಠಾನದ ಬಗ್ಗೆ ಮಾಹಿತಿ ನೀಡಲಾಗುವುದು ಎಂದರು. <box>311 1289 578 1332</box>
ad-contact <box>6 7 317 43</box>
city-band <box>571 7 941 40</box>
dalit-photo <box>541 1609 897 1868</box>
law-headline: 850ಕ್ಕೂ ಅಧಿಕ ಕಾನೂನು ಸಲಹಾ ಕೇಂದ್ರ ಆರಂಭ: ನ್ಯಾ.ಮಹಾವೀರ ಮ.ಕರೆಣ್ಣವರ <box>394 2033 1041 2062</box>
story1-p3: ಹೆಣ್ಣು ಮಕ್ಕಳ ಬಗ್ಗೆ ಅವಾಚ್ಯ ಶಬ್ದಗಳಿಂದ ನಿಂದನೆ ಮಾಡಿದ್ದಾರೆ. ಮಕ್ಕಳೆಂದು ಕಡೆ ನಮ್ಮ ಮನೆ ಎದುರು ಬಂದು ಕಲ್ಲುಗಳನ್ನು ಹಿಡಿದು, ಬೆದರಿಕೆಯೊಡ್ಡಿದ್ದಾರೆ ಎಂದು ಹೇಳಿದರು. <box>6 238 302 282</box>
story3-dateline: ದಾವಣಗೆರೆ: <box>22 1142 64 1156</box>
dalit-p3: 2012ರಲ್ಲಿ ಪ್ರಾರಂಭವಾದ ಡಿಐಸಿಸಿಐ ಇಂದು ರಾಜ್ಯದಾದ್ಯಂತ 2000 ಕ್ಕೂ ಹೆಚ್ಚು ಉದ್ಯಮಿಗಳನ್ನು ಸದಸ್ಯರನ್ನಾಗಿ ಹೊಂದಿದೆ. ಕೇಂದ್ರ ಸರ್ಕಾರದ ಸಾರ್ವಜನಿಕ ವಲಯದ ಉದ್ಯಮಗಳು ಶೇ.4 ರಷ್ಟು ಖರೀದಿಯನ್ನು ಎಸ್ಸಿ ಎಸ್ಟಿ ಉದ್ಯಮಿಗಳಿಂದ ಮಾಡಬೇಕು ಎಂಬ ನಿಯಮವಿದೆ ಎಂದರು. <box>541 1876 714 1965</box>
photo-garland <box>793 764 919 867</box>
dc-p2: ಜಿಲ್ಲಾಡಳಿತ ಭವನದ ತುಂಗಭದ್ರಾ ಸಭಾಂಗಣದಲ್ಲಿ ನಡೆದ ಕಂದಾಯ ಇಲಾಖೆ ಅಧಿಕಾರಿಗಳ ಪ್ರಗತಿ ಪರಿಶೀಲನಾ ಸಭೆಯ ಅಧ್ಯಕ್ಷತೆ ವಹಿಸಿ ಮಾತನಾಡಿದರು. <box>1134 1703 1325 1746</box>
photo-figure <box>600 1320 660 1446</box>
top-story-col1 <box>311 194 511 520</box>
dalit-p1: ದಲಿತ ವಾಣಿಜ್ಯ ಮತ್ತು ಕೈಗಾರಿಕೋದ್ಯಮ ಸಂಘದ ವತಿಯಿಂದ ನಗರದಲ್ಲಿ ಏರ್ಪಡಿಸಿದ್ದ ವಿಶೇಷ ಮಾರಾಟಗಾರರ ಅಭಿವೃದ್ಧಿ ಕಾರ್ಯಕ್ರಮದಲ್ಲಿ ಮಾತನಾಡಿದ ಅವರು, ದಲಿತರು ಉದ್ಯೋಗ ಕೇಳುವವರಾಗದೆ ಉದ್ಯೋಗ ನೀಡುವವರಾಗಬೇಕು ಎಂದರು. <box>311 1611 534 1685</box>
